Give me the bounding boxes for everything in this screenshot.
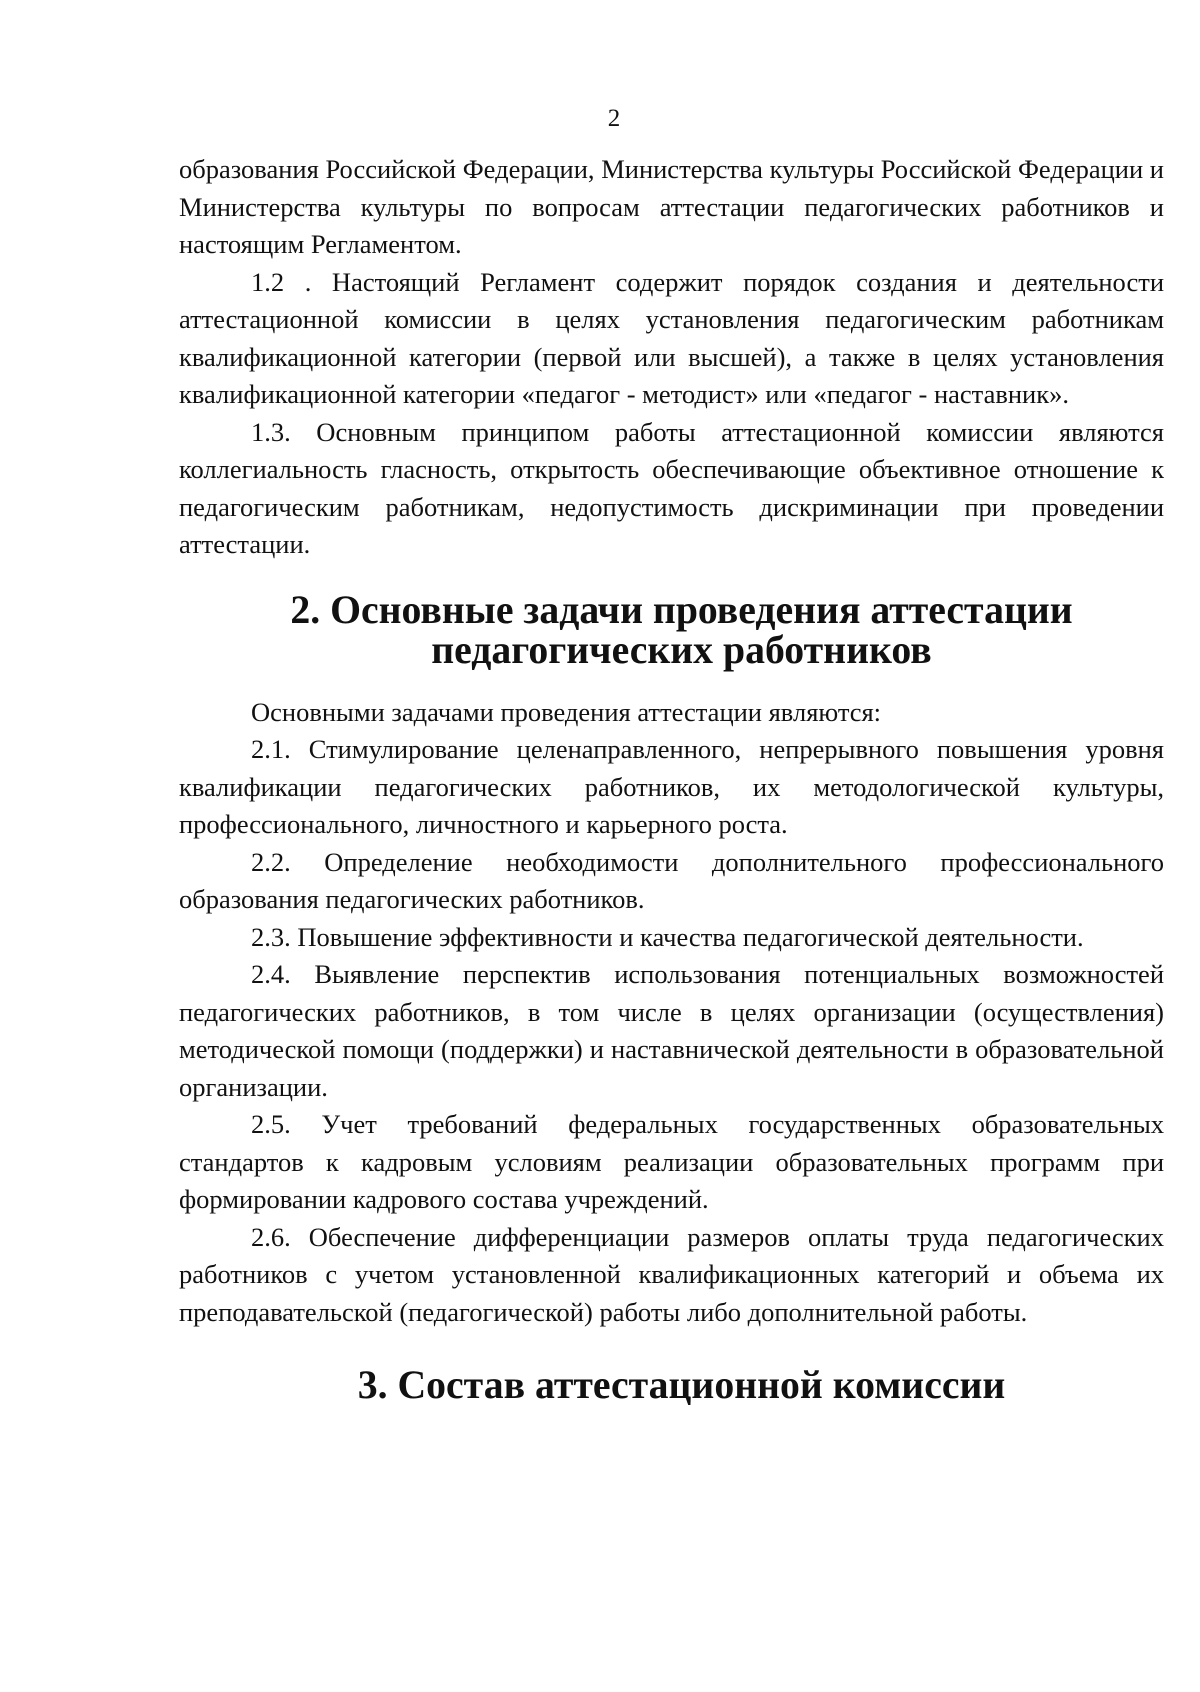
section-2-lead: Основными задачами проведения аттестации являются: bbox=[251, 696, 882, 727]
paragraph-2-4: 2.4. Выявление перспектив использования потенциальных возможностей педагогических работников, в том числе в целях организации (осуществления) методической помощи (поддержки) и наставнической деятельности в образовательной организации. bbox=[179, 959, 1164, 1102]
section-2-heading: 2. Основные задачи проведения аттестации педагогических работников bbox=[290, 587, 1073, 672]
paragraph-2-2: 2.2. Определение необходимости дополнительного профессионального образования педагогических работников. bbox=[179, 846, 1164, 914]
section-3-heading: 3. Состав аттестационной комиссии bbox=[357, 1363, 1006, 1407]
page-number: 2 bbox=[607, 105, 621, 132]
paragraph-1-3: 1.3. Основным принципом работы аттестационной комиссии являются коллегиальность гласность, открытость обеспечивающие объективное отношение к педагогическим работникам, недопустимость дискриминации при проведении аттестации. bbox=[179, 416, 1164, 559]
paragraph-2-5: 2.5. Учет требований федеральных государственных образовательных стандартов к кадровым условиям реализации образовательных программ при формировании кадрового состава учреждений. bbox=[179, 1109, 1164, 1214]
paragraph-1-2: 1.2 . Настоящий Регламент содержит порядок создания и деятельности аттестационной комиссии в целях установления педагогическим работникам квалификационной категории (первой или высшей), а также в целях установления квалификационной категории «педагог - методист» или «педагог - наставник». bbox=[179, 266, 1164, 409]
paragraph-continuation: образования Российской Федерации, Министерства культуры Российской Федерации и Министерства культуры по вопросам аттестации педагогических работников и настоящим Регламентом. bbox=[179, 154, 1164, 259]
paragraph-2-6: 2.6. Обеспечение дифференциации размеров оплаты труда педагогических работников с учетом установленной квалификационных категорий и объема их преподавательской (педагогической) работы либо дополнительной работы. bbox=[179, 1221, 1164, 1327]
document-body bbox=[179, 151, 1164, 1405]
paragraph-2-3: 2.3. Повышение эффективности и качества педагогической деятельности. bbox=[251, 921, 1084, 952]
paragraph-2-1: 2.1. Стимулирование целенаправленного, непрерывного повышения уровня квалификации педагогических работников, их методологической культуры, профессионального, личностного и карьерного роста. bbox=[179, 734, 1164, 839]
